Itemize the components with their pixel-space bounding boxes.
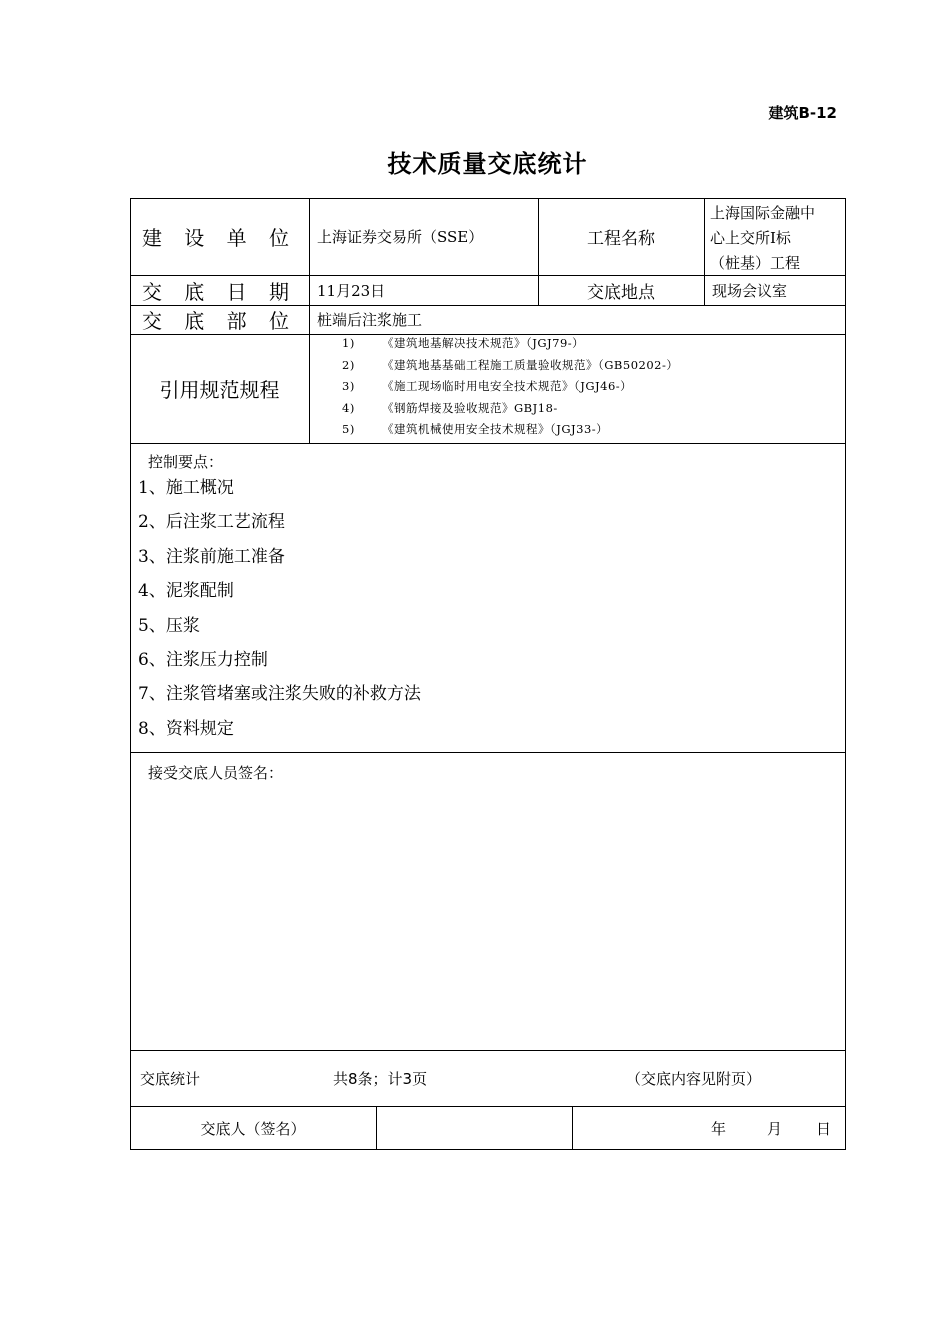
norms-label: 引用规范规程 <box>159 378 280 402</box>
norm-text: 《钢筋焊接及验收规范》GBJ18- <box>382 400 558 415</box>
norm-item <box>342 376 678 398</box>
part-label: 交 底 部 位 <box>141 309 298 333</box>
control-point: 5、压浆 <box>138 615 200 636</box>
discloser-signature <box>376 1106 572 1150</box>
build-unit-value: 上海证券交易所（SSE） <box>317 228 484 246</box>
project-name-line: （桩基）工程 <box>710 254 801 272</box>
control-points-list <box>138 471 421 746</box>
norm-item <box>342 355 678 377</box>
norm-item <box>342 419 678 441</box>
stats-label: 交底统计 <box>140 1070 201 1088</box>
control-point: 2、后注浆工艺流程 <box>138 512 285 533</box>
control-point: 6、注浆压力控制 <box>138 649 268 670</box>
date-year: 年 <box>711 1120 727 1138</box>
project-name-value <box>704 198 846 275</box>
norm-text: 《建筑机械使用安全技术规程》（JGJ33-） <box>382 422 609 436</box>
norm-number: 2) <box>342 357 355 372</box>
build-unit-label: 建 设 单 位 <box>141 226 298 250</box>
project-name-line: 心上交所Ⅰ标 <box>710 229 791 247</box>
part-value: 桩端后注浆施工 <box>317 311 423 329</box>
norm-text: 《施工现场临时用电安全技术规范》（JGJ46-） <box>382 379 633 393</box>
norm-number: 3) <box>342 379 355 393</box>
norm-text: 《建筑地基基础工程施工质量验收规范》（GB50202-） <box>382 357 679 372</box>
norm-number: 5) <box>342 422 355 436</box>
row-divider <box>130 1050 846 1051</box>
norm-item <box>342 398 678 420</box>
project-name-label: 工程名称 <box>587 229 655 249</box>
stats-note: （交底内容见附页） <box>626 1070 762 1088</box>
place-value: 现场会议室 <box>712 281 788 300</box>
receiver-sign-label: 接受交底人员签名： <box>148 764 284 782</box>
control-point: 8、资料规定 <box>138 718 234 739</box>
date-month: 月 <box>767 1120 783 1138</box>
control-point: 4、泥浆配制 <box>138 581 234 602</box>
control-point: 1、施工概况 <box>138 478 234 498</box>
project-name-line: 上海国际金融中 <box>710 204 816 222</box>
norm-text: 《建筑地基解决技术规范》（JGJ79-） <box>382 336 585 350</box>
control-point: 3、注浆前施工准备 <box>138 546 285 567</box>
page-title: 技术质量交底统计 <box>387 150 588 178</box>
date-label: 交 底 日 期 <box>141 279 298 304</box>
place-label: 交底地点 <box>587 282 655 303</box>
norm-number: 4) <box>342 400 355 415</box>
norm-item <box>342 333 678 355</box>
stats-count: 共8条；计3页 <box>333 1070 428 1088</box>
form-code: 建筑B-12 <box>768 104 837 122</box>
row-divider <box>130 443 846 444</box>
control-points-label: 控制要点： <box>148 453 224 471</box>
norms-list <box>342 333 678 441</box>
norm-number: 1) <box>342 336 355 350</box>
date-value: 11月23日 <box>317 281 386 300</box>
discloser-label: 交底人（签名） <box>200 1119 306 1138</box>
control-point: 7、注浆管堵塞或注浆失败的补救方法 <box>138 684 421 705</box>
row-divider <box>130 752 846 753</box>
column-divider <box>572 1106 573 1150</box>
date-day: 日 <box>816 1120 832 1138</box>
